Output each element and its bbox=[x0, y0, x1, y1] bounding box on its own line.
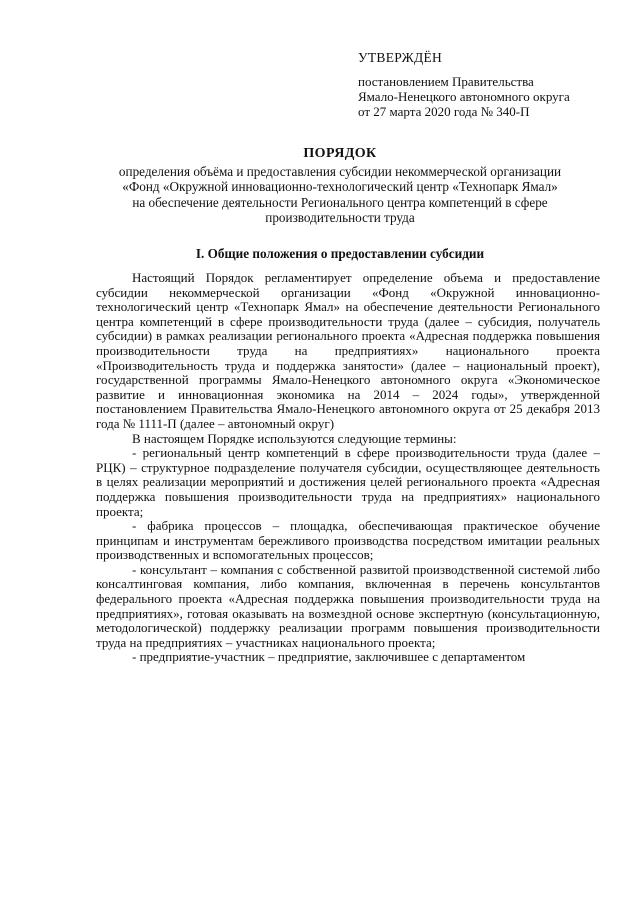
approval-line-2: Ямало-Ненецкого автономного округа bbox=[358, 89, 570, 104]
document-body bbox=[96, 271, 600, 665]
document-subtitle-line-2: «Фонд «Окружной инновационно-технологический центр «Технопарк Ямал» bbox=[122, 179, 558, 194]
document-title-block bbox=[80, 146, 600, 226]
paragraph-terms-intro: В настоящем Порядке используются следующие термины: bbox=[132, 430, 457, 446]
term-consultant: - консультант – компания с собственной развитой производственной системой либо консалтинговая компания, либо компания, включенная в перечень консультантов федерального проекта «Адресная поддержка повышения производительности труда на предприятиях», готовая оказывать на возмездной основе экспертную (консультационную, методологической) поддержку реализации программ повышения производительности труда на предприятиях – участниках национального проекта; bbox=[96, 561, 600, 650]
paragraph-intro: Настоящий Порядок регламентирует определение объема и предоставление субсидии некоммерческой организации «Фонд «Окружной инновационно-технологический центр «Технопарк Ямал» на обеспечение деятельности Регионального центра компетенций в сфере производительности труда (далее – субсидия, получатель субсидии) в рамках реализации регионального проекта «Адресная поддержка повышения производительности труда на предприятиях» национального проекта «Производительность труда и поддержка занятости» (далее – национальный проект), государственной программы Ямало-Ненецкого автономного округа «Экономическое развитие и инновационная экономика на 2014 – 2024 годы», утвержденной постановлением Правительства Ямало-Ненецкого автономного округа от 25 декабря 2013 года № 1111-П (далее – автономный округ) bbox=[96, 270, 600, 431]
term-participant-enterprise: - предприятие-участник – предприятие, заключившее с департаментом bbox=[132, 649, 526, 665]
term-process-factory: - фабрика процессов – площадка, обеспечивающая практическое обучение принципам и инструментам бережливого производства посредством имитации реальных производственных и вспомогательных процессов; bbox=[96, 518, 600, 563]
section-heading: I. Общие положения о предоставлении субсидии bbox=[195, 246, 485, 261]
document-title: ПОРЯДОК bbox=[303, 146, 377, 161]
term-rck: - региональный центр компетенций в сфере производительности труда (далее – РЦК) – структурное подразделение получателя субсидии, осуществляющее деятельность в целях реализации мероприятий и достижения целей регионального проекта «Адресная поддержка повышения производительности труда на предприятиях» национального проекта; bbox=[96, 445, 600, 519]
document-subtitle-line-1: определения объёма и предоставления субсидии некоммерческой организации bbox=[118, 163, 562, 179]
document-subtitle-line-4: производительности труда bbox=[265, 210, 415, 225]
document-subtitle-line-3: на обеспечение деятельности Регионального центра компетенций в сфере bbox=[132, 194, 548, 210]
approval-line-3: от 27 марта 2020 года № 340-П bbox=[358, 104, 530, 119]
approval-stamp-label: УТВЕРЖДЁН bbox=[358, 50, 443, 65]
approval-line-1: постановлением Правительства bbox=[358, 74, 534, 89]
approval-block bbox=[358, 50, 618, 119]
